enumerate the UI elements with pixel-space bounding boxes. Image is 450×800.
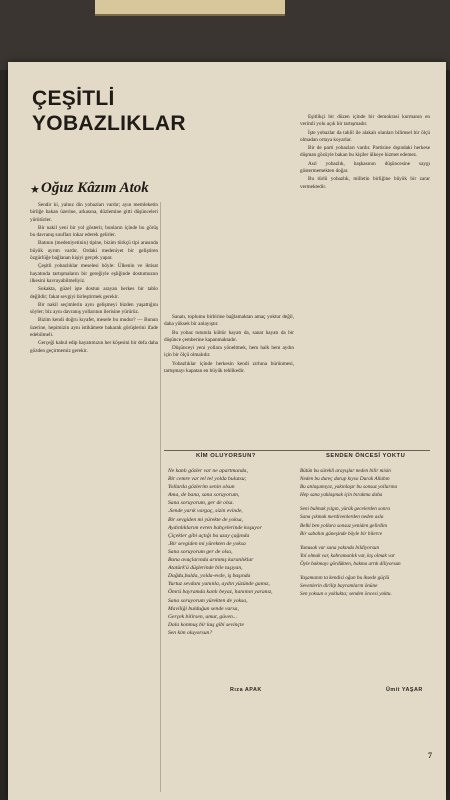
poem-line: Bütün bu sürekli arayışlar neden bilir misin (300, 468, 391, 474)
paragraph: Sokakta, güzel işte dostun arayan herkes bir tablo değildir; fakat sevgiyi birleştirmek gerekir. (30, 286, 158, 300)
poem-line: Ne kanlı gözler var ne apartmanda, (168, 468, 248, 474)
paragraph: Bizim kendi doğru kıyafet, mesele bu mudur? — Bunun üzerine, hepimizin aynı istikâmete bakarak görüşlerini ifade edebilmeli. (30, 317, 158, 339)
poem-line: Bir sevgiden mi yürekte de yoksa, (168, 516, 243, 523)
poem-line: .Bir sevgiden mi yürekten de yoksa (168, 540, 246, 547)
poem-right-heading: SENDEN ÖNCESİ YOKTU (326, 453, 406, 459)
poem-line: Sana çıkmak merdivenlerden neden asla (300, 514, 384, 521)
paragraph: Bir de parti yobazları vardır. Partisine dışındaki herkese düşman gözüyle bakan bu kişiler ülkeye hizmet edemez. (300, 145, 430, 159)
poem-line: Sana soruyorum, ger de olsa. (168, 500, 234, 507)
poem-line: Belki ben yollara sonsuz yeniden gelirdim (300, 522, 387, 529)
article-column-1 (30, 202, 158, 782)
column-divider (160, 202, 161, 792)
poem-right (300, 467, 401, 598)
poem-line: Bana avuçlarında arınmış karanlıklar (168, 557, 254, 564)
poem-line: Yol olmak var, kahramanlık var, kış olmak var (300, 552, 396, 559)
paragraph: Asıl yobazlık, başkasının düşüncesine saygı göstermemekten doğar. (300, 160, 430, 175)
poem-line: Bir cemre var tel tel yolda bulutsu; (168, 476, 247, 483)
paragraph: Batının (medeniyetinin) tipine, bizim türkçü tipi arasında büyük ayrım vardır. Ordaki medeniyet bir geliştiren özgürlüğe bağlanan kişiyi gerçek yapar. (30, 240, 158, 262)
article-author: Oğuz Kâzım Atok (41, 180, 149, 196)
poem-line: Sen yoksun o yoklukta; senden öncesi yoktu. (300, 591, 392, 598)
poem-section-rule (164, 450, 430, 451)
poem-line: Ömrü bayramda kanlı beyaz, hanımın yaranız, (168, 589, 273, 596)
poem-line: Hep sana yaklaşmak için bırakma daha (300, 492, 383, 499)
poem-line: Ama, de bana, sana soruyorum, (168, 492, 240, 499)
poem-left (168, 467, 273, 637)
poem-line: Seni bulmak yılgın, yürük gecelerden sonra (300, 506, 390, 513)
paragraph: Sendir ki, yalnız din yobazları vardır; ayın memleketin birliğe bakan üzerine, arkasına, düzlemine gitti düşünceleri yürütürler. (30, 202, 158, 223)
poem-line: Sevenlerin dirilip bayramların önüne (300, 583, 378, 590)
poem-left-heading: KİM OLUYORSUN? (196, 453, 256, 459)
article-column-3 (300, 114, 430, 439)
paragraph: Sanatı, toplumu birbirine bağlamaktan amaç yoktur değil, daha yüksek bir anlayıştır. (164, 314, 294, 328)
poem-line: Maviliği bulduğun sende varsa, (168, 605, 239, 612)
poem-line: Yollarda gözlerim senin olsun (168, 484, 235, 491)
paragraph: Bu yobaz tutumla kültür hayatı da, sanat hayatı da bir düşünce çemberine kapanmaktadır. (164, 329, 294, 343)
poem-line: Dağdu,bulda, yolda-evde, iş başında (168, 573, 251, 580)
star-icon: ★ (30, 184, 40, 196)
magazine-edge (95, 0, 285, 16)
poem-line: Yurtuz sevdanı yanınla, aydın yüzünde gamız, (168, 581, 270, 588)
poem-line: Sana soruyorum yürekten de yoksa, (168, 597, 248, 604)
poem-line: Aydınlıklarım evren bahçelerinde koşuyor (168, 524, 262, 531)
poem-line: Gerçek bilirsen, umut, güven... (168, 613, 237, 620)
page-number: 7 (428, 751, 432, 760)
paragraph: Bu türlü yobazlık, milletin birliğine büyük bir zarar vermektedir. (300, 176, 430, 190)
poem-line: Bir sabahın güneşinde böyle bir bilerce (300, 530, 383, 537)
paragraph: Eşitlikçi bir düzen içinde bir demokrasi kurmanın en verimli yolu açık bir tartışmadır. (300, 114, 430, 128)
poem-line: Dala konmuş bir kuş gibi sevinçte (168, 621, 244, 628)
poem-line: Yunusak var sana yakında bildiyorsun (300, 544, 380, 551)
paragraph: Yobazlıklar içinde herkesin kendi zırhına bürünmesi, tartışmayı kapatan en büyük tehlikedir. (164, 360, 294, 375)
article-title: ÇEŞİTLİ YOBAZLIKLAR (32, 87, 186, 135)
poem-line: Öyle bakmayı gördükten, bakma artık diliyorsun (300, 560, 401, 567)
magazine-page (8, 62, 446, 800)
poem-line: Neden bu dureç durup kıyısı Durak Allahın (300, 476, 390, 483)
paragraph: Bir nakil yeni bir yol gösterir, bunların içinde bu görüş bu davranış sınıfları inkar ederek gelirler. (30, 224, 158, 239)
poem-line: Sana soruyorum ger de olsa, (168, 548, 233, 555)
poem-line: Atatürk'ü düşlerinde bile taşıyan, (168, 565, 243, 572)
poem-line: Bu anlaşamıyız, yakınlaşır bu sonsuz yollarına (300, 484, 398, 491)
poem-line: Sen kim oluyorsun? (168, 629, 213, 636)
paragraph: İşte yobazlar da tahlil ile alakalı olanları bilimsel bir ölçü olmadan ortaya koyarlar. (300, 129, 430, 143)
paragraph: Bir nakil seçimlerin aynı gelişmeyi bizden yaşattığını söyler; biz aynı davranış yollarının ilerisine yürürüz. (30, 301, 158, 316)
poem-left-signature: Rıza APAK (230, 687, 262, 693)
paragraph: Çeşitli yobazlıklar meselesi böyle: Ülkenin ve iktisat hayatında tartışmaların bir gereğiyle eşliğinde dostumuzun ilkesini kavrayabilmeliyiz. (30, 263, 158, 284)
poem-line: Çiçekler gibi açtığı bu uzay çağında (168, 532, 250, 539)
poem-right-signature: Ümit YAŞAR (386, 687, 423, 693)
paragraph: Düşünceyi yeni yollara yöneltmek, hem halk hem aydın için bir ölçü olmalıdır. (164, 345, 294, 359)
poem-line: Yaşamanın ta kendisi oğun bu iksede güçlü (300, 575, 390, 582)
paragraph: Gerçeği kabul edip hayatımızın her köşesini bir defa daha gözden geçirmemiz gerekir. (30, 340, 158, 354)
poem-line: .Sende yarık vargaç, sizin evinde, (168, 508, 243, 515)
